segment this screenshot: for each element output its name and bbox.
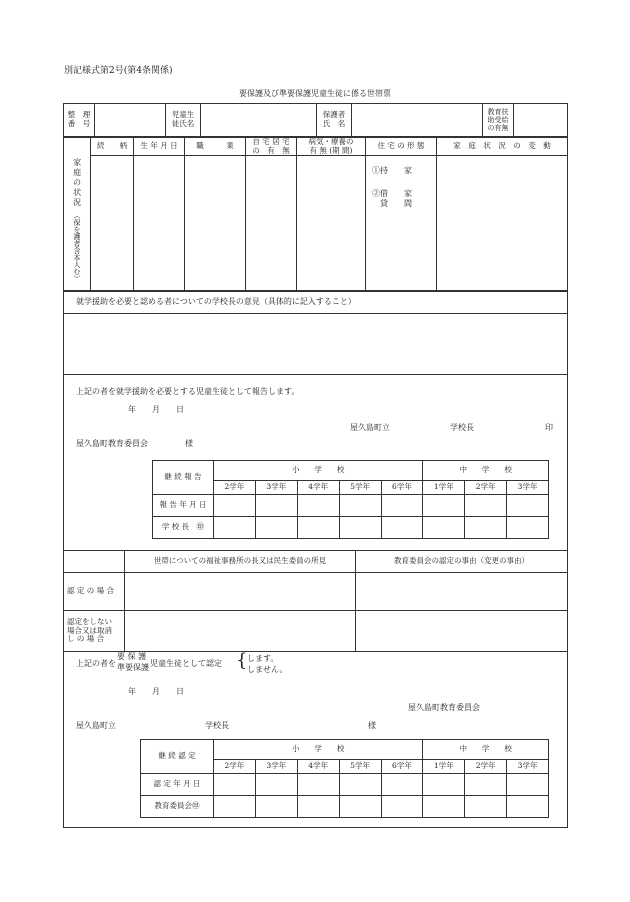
housing-cell[interactable] xyxy=(366,156,437,291)
board-seal-cell[interactable] xyxy=(297,796,339,818)
principal-seal-cell[interactable] xyxy=(255,517,297,539)
cert-option-b: 準要保護 xyxy=(117,663,149,672)
cert-prefix: 上記の者を xyxy=(76,659,116,668)
report-principal: 学校長 xyxy=(450,423,474,432)
report-date-cell[interactable] xyxy=(381,495,423,517)
cert-date-cell[interactable] xyxy=(297,774,339,796)
board-seal-cell[interactable] xyxy=(339,796,381,818)
opinion-field[interactable] xyxy=(64,314,567,374)
cert-junior-header: 中 学 校 xyxy=(423,740,549,760)
principal-seal-cell[interactable] xyxy=(214,517,256,539)
guardian-name-field[interactable] xyxy=(352,104,483,137)
report-date: 年 月 日 xyxy=(128,405,184,414)
report-date-cell[interactable] xyxy=(339,495,381,517)
certification-table xyxy=(63,550,568,652)
student-name-field[interactable] xyxy=(201,104,317,137)
certification-grid xyxy=(140,739,549,818)
cert-sama: 様 xyxy=(368,721,376,730)
cert-option-a: 要 保 護 xyxy=(117,652,147,661)
board-seal-cell[interactable] xyxy=(465,796,507,818)
form-number: 別記様式第2号(第4条関係) xyxy=(64,66,173,76)
cert-elementary-header: 小 学 校 xyxy=(214,740,423,760)
report-elementary-header: 小 学 校 xyxy=(214,461,423,481)
certified-label: 認 定 の 場 合 xyxy=(64,573,125,611)
certified-board-cell[interactable] xyxy=(356,573,568,611)
family-side-label: 家庭の状況 ︵保を護者含本人む︶ xyxy=(64,138,91,291)
seiri-label: 整 理 番 号 xyxy=(64,104,95,137)
form-title: 要保護及び準要保護児童生徒に係る世帯票 xyxy=(239,89,391,98)
col-home: 自 宅 居 宅 の 有 無 xyxy=(246,138,297,156)
board-seal-cell[interactable] xyxy=(214,796,256,818)
report-sama: 様 xyxy=(185,439,193,448)
grade-cell: 2学年 xyxy=(465,760,507,774)
grade-cell: 2学年 xyxy=(214,760,256,774)
cert-date-cell[interactable] xyxy=(507,774,549,796)
principal-seal-cell[interactable] xyxy=(465,517,507,539)
cert-school: 屋久島町立 xyxy=(76,721,116,730)
col-family-change: 家 庭 状 況 の 変 動 xyxy=(437,138,568,156)
report-addressee: 屋久島町教育委員会 xyxy=(76,439,148,448)
grade-cell: 6学年 xyxy=(381,760,423,774)
grade-cell: 2学年 xyxy=(465,481,507,495)
cert-date-label: 認 定 年 月 日 xyxy=(141,774,214,796)
occupation-cell[interactable] xyxy=(185,156,246,291)
cert-result-b: しません。 xyxy=(247,665,288,674)
principal-seal-cell[interactable] xyxy=(423,517,465,539)
family-table xyxy=(63,137,568,291)
principal-seal-label: 学 校 長 ㊞ xyxy=(153,517,214,539)
cert-date-cell[interactable] xyxy=(423,774,465,796)
col-housing: 住 宅 の 形 態 xyxy=(366,138,437,156)
report-date-cell[interactable] xyxy=(507,495,549,517)
grade-cell: 3学年 xyxy=(255,760,297,774)
top-row-table xyxy=(63,103,568,137)
cert-middle: 児童生徒として認定 xyxy=(150,659,222,668)
grade-cell: 1学年 xyxy=(423,760,465,774)
board-seal-cell[interactable] xyxy=(381,796,423,818)
report-continue-label: 継 続 報 告 xyxy=(153,461,214,495)
report-date-cell[interactable] xyxy=(297,495,339,517)
certification-corner xyxy=(64,551,125,573)
principal-seal-cell[interactable] xyxy=(381,517,423,539)
family-change-cell[interactable] xyxy=(437,156,568,291)
aid-field[interactable] xyxy=(514,104,568,137)
report-seal: 印 xyxy=(545,423,553,432)
grade-cell: 6学年 xyxy=(381,481,423,495)
aid-label: 教育扶 助受給 の有無 xyxy=(483,104,514,137)
report-date-cell[interactable] xyxy=(255,495,297,517)
grade-cell: 4学年 xyxy=(297,760,339,774)
birthdate-cell[interactable] xyxy=(134,156,185,291)
certified-welfare-cell[interactable] xyxy=(125,573,356,611)
grade-cell: 3学年 xyxy=(507,481,549,495)
grade-cell: 4学年 xyxy=(297,481,339,495)
seiri-field[interactable] xyxy=(95,104,166,137)
report-date-cell[interactable] xyxy=(214,495,256,517)
opinion-label: 就学援助を必要と認める者についての学校長の意見（具体的に記入すること） xyxy=(76,297,356,306)
cert-date-cell[interactable] xyxy=(465,774,507,796)
welfare-header: 世帯についての福祉事務所の長又は民生委員の所見 xyxy=(125,551,356,573)
student-name-label: 児童生 徒氏名 xyxy=(166,104,201,137)
relation-cell[interactable] xyxy=(91,156,134,291)
grade-cell: 1学年 xyxy=(423,481,465,495)
board-seal-cell[interactable] xyxy=(255,796,297,818)
cert-date-cell[interactable] xyxy=(381,774,423,796)
housing-own: ①持 家 xyxy=(372,166,412,176)
principal-seal-cell[interactable] xyxy=(297,517,339,539)
principal-seal-cell[interactable] xyxy=(339,517,381,539)
cert-date-cell[interactable] xyxy=(339,774,381,796)
brace-icon: { xyxy=(236,650,248,671)
col-relation: 続 柄 xyxy=(91,138,134,156)
cert-continue-label: 継 続 認 定 xyxy=(141,740,214,774)
report-grid xyxy=(152,460,549,539)
report-date-label: 報 告 年 月 日 xyxy=(153,495,214,517)
cert-board: 屋久島町教育委員会 xyxy=(408,703,480,712)
guardian-name-label: 保護者 氏 名 xyxy=(317,104,352,137)
cert-date: 年 月 日 xyxy=(128,687,184,696)
board-seal-cell[interactable] xyxy=(507,796,549,818)
col-occupation: 職 業 xyxy=(185,138,246,156)
board-seal-label: 教育委員会㊞ xyxy=(141,796,214,818)
housing-rent: ②借 家 貸 間 xyxy=(372,189,412,208)
principal-seal-cell[interactable] xyxy=(507,517,549,539)
cert-principal: 学校長 xyxy=(205,721,229,730)
board-seal-cell[interactable] xyxy=(423,796,465,818)
not-certified-label: 認定をしない 場合又は取消 し の 場 合 xyxy=(64,611,125,652)
cert-result-a: します。 xyxy=(247,654,279,663)
not-certified-board-cell[interactable] xyxy=(356,611,568,652)
grade-cell: 5学年 xyxy=(339,481,381,495)
grade-cell: 3学年 xyxy=(255,481,297,495)
report-date-cell[interactable] xyxy=(423,495,465,517)
report-date-cell[interactable] xyxy=(465,495,507,517)
home-cell[interactable] xyxy=(246,156,297,291)
not-certified-welfare-cell[interactable] xyxy=(125,611,356,652)
cert-date-cell[interactable] xyxy=(255,774,297,796)
col-illness: 病気・療養の 有 無 (期 間) xyxy=(297,138,366,156)
col-birthdate: 生 年 月 日 xyxy=(134,138,185,156)
grade-cell: 5学年 xyxy=(339,760,381,774)
report-junior-header: 中 学 校 xyxy=(423,461,549,481)
illness-cell[interactable] xyxy=(297,156,366,291)
board-header: 教育委員会の認定の事由（変更の事由） xyxy=(356,551,568,573)
report-statement: 上記の者を就学援助を必要とする児童生徒として報告します。 xyxy=(76,387,300,396)
report-school: 屋久島町立 xyxy=(350,423,390,432)
grade-cell: 3学年 xyxy=(507,760,549,774)
cert-date-cell[interactable] xyxy=(214,774,256,796)
grade-cell: 2学年 xyxy=(214,481,256,495)
